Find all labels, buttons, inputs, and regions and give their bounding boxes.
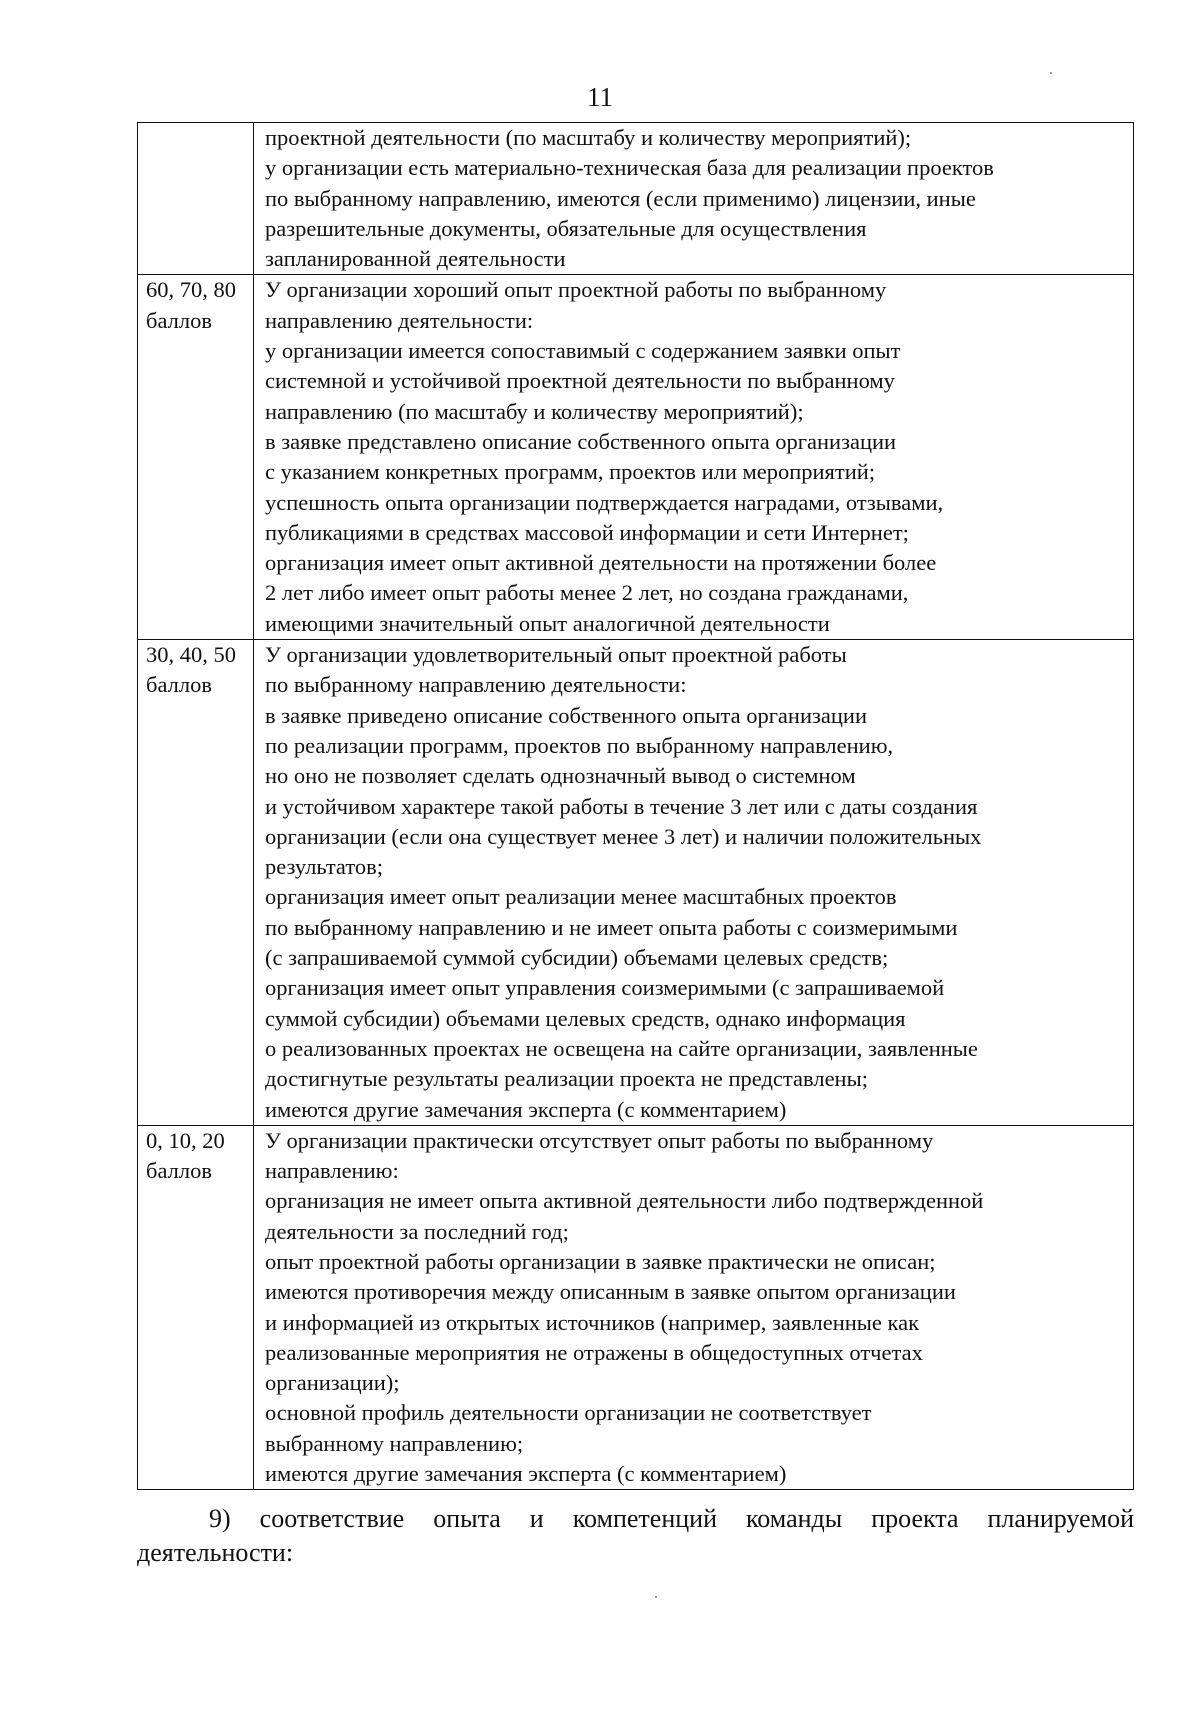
description-line: основной профиль деятельности организации не соответствует — [265, 1400, 872, 1426]
description-line: направлению: — [265, 1158, 399, 1184]
description-line: реализованные мероприятия не отражены в общедоступных отчетах — [265, 1339, 923, 1365]
criteria-row — [138, 640, 1134, 1126]
score-cell — [138, 1125, 254, 1490]
criteria-row — [138, 123, 1134, 275]
description-cell — [254, 640, 1134, 1126]
score-cell — [138, 640, 254, 1126]
criterion-paragraph — [137, 1502, 1134, 1570]
description-line: в заявке представлено описание собственного опыта организации — [265, 428, 897, 454]
criteria-table-body — [138, 123, 1134, 1490]
criteria-row — [138, 275, 1134, 640]
description-line: успешность опыта организации подтверждается наградами, отзывами, — [265, 489, 944, 515]
score-label: баллов — [146, 307, 212, 333]
score-label: баллов — [146, 1158, 212, 1184]
score-label: 60, 70, 80 — [146, 277, 236, 303]
score-cell — [138, 275, 254, 640]
description-line: разрешительные документы, обязательные для осуществления — [265, 215, 867, 241]
description-line: имеющими значительный опыт аналогичной деятельности — [265, 610, 830, 636]
description-line: по выбранному направлению, имеются (если применимо) лицензии, иные — [265, 185, 976, 211]
description-line: о реализованных проектах не освещена на сайте организации, заявленные — [265, 1035, 978, 1061]
description-line: и устойчивом характере такой работы в течение 3 лет или с даты создания — [265, 793, 978, 819]
description-line: суммой субсидии) объемами целевых средств, однако информация — [265, 1005, 906, 1031]
description-line: с указанием конкретных программ, проектов или мероприятий; — [265, 459, 876, 485]
description-line: направлению деятельности: — [265, 307, 534, 333]
description-line: результатов; — [265, 854, 383, 880]
paragraph-line: 9) соответствие опыта и компетенций команды проекта планируемой — [209, 1504, 1134, 1533]
page-number: 11 — [587, 82, 613, 112]
description-line: системной и устойчивой проектной деятельности по выбранному — [265, 368, 895, 394]
description-line: у организации есть материально-техническая база для реализации проектов — [265, 155, 994, 181]
score-label: 30, 40, 50 — [146, 642, 236, 668]
description-line: достигнутые результаты реализации проекта не представлены; — [265, 1066, 868, 1092]
description-line: У организации хороший опыт проектной работы по выбранному — [265, 277, 887, 303]
scan-speck — [655, 1596, 657, 1598]
description-line: организации (если она существует менее 3 лет) и наличии положительных — [265, 823, 982, 849]
description-line: организация не имеет опыта активной деятельности либо подтвержденной — [265, 1188, 984, 1214]
description-line: направлению (по масштабу и количеству мероприятий); — [265, 398, 804, 424]
description-line: выбранному направлению; — [265, 1430, 524, 1456]
scan-speck — [1050, 72, 1052, 74]
description-line: имеются противоречия между описанным в заявке опытом организации — [265, 1279, 956, 1305]
description-line: запланированной деятельности — [265, 246, 566, 272]
paragraph-line: деятельности: — [137, 1538, 294, 1567]
description-line: имеются другие замечания эксперта (с комментарием) — [265, 1461, 787, 1487]
description-line: публикациями в средствах массовой информации и сети Интернет; — [265, 519, 909, 545]
description-line: У организации практически отсутствует опыт работы по выбранному — [265, 1127, 934, 1153]
description-line: У организации удовлетворительный опыт проектной работы — [265, 642, 847, 668]
description-line: деятельности за последний год; — [265, 1218, 569, 1244]
description-line: имеются другие замечания эксперта (с комментарием) — [265, 1096, 787, 1122]
description-cell — [254, 123, 1134, 275]
description-line: и информацией из открытых источников (например, заявленные как — [265, 1309, 920, 1335]
description-line: организация имеет опыт активной деятельности на протяжении более — [265, 550, 937, 576]
description-line: но оно не позволяет сделать однозначный вывод о системном — [265, 763, 856, 789]
description-line: (с запрашиваемой суммой субсидии) объемами целевых средств; — [265, 945, 889, 971]
description-cell — [254, 1125, 1134, 1490]
description-line: по реализации программ, проектов по выбранному направлению, — [265, 732, 894, 758]
description-line: по выбранному направлению деятельности: — [265, 672, 687, 698]
description-line: у организации имеется сопоставимый с содержанием заявки опыт — [265, 338, 901, 364]
description-line: организация имеет опыт управления соизмеримыми (с запрашиваемой — [265, 975, 945, 1001]
score-cell — [138, 123, 254, 275]
description-line: 2 лет либо имеет опыт работы менее 2 лет, но создана гражданами, — [265, 580, 909, 606]
criteria-table — [137, 122, 1134, 1490]
description-line: опыт проектной работы организации в заявке практически не описан; — [265, 1248, 936, 1274]
criteria-row — [138, 1125, 1134, 1490]
score-label: баллов — [146, 672, 212, 698]
description-cell — [254, 275, 1134, 640]
description-line: организация имеет опыт реализации менее масштабных проектов — [265, 884, 897, 910]
description-line: в заявке приведено описание собственного опыта организации — [265, 702, 867, 728]
description-line: по выбранному направлению и не имеет опыта работы с соизмеримыми — [265, 914, 958, 940]
score-label: 0, 10, 20 — [146, 1127, 225, 1153]
description-line: организации); — [265, 1370, 400, 1396]
description-line: проектной деятельности (по масштабу и количеству мероприятий); — [265, 125, 912, 150]
